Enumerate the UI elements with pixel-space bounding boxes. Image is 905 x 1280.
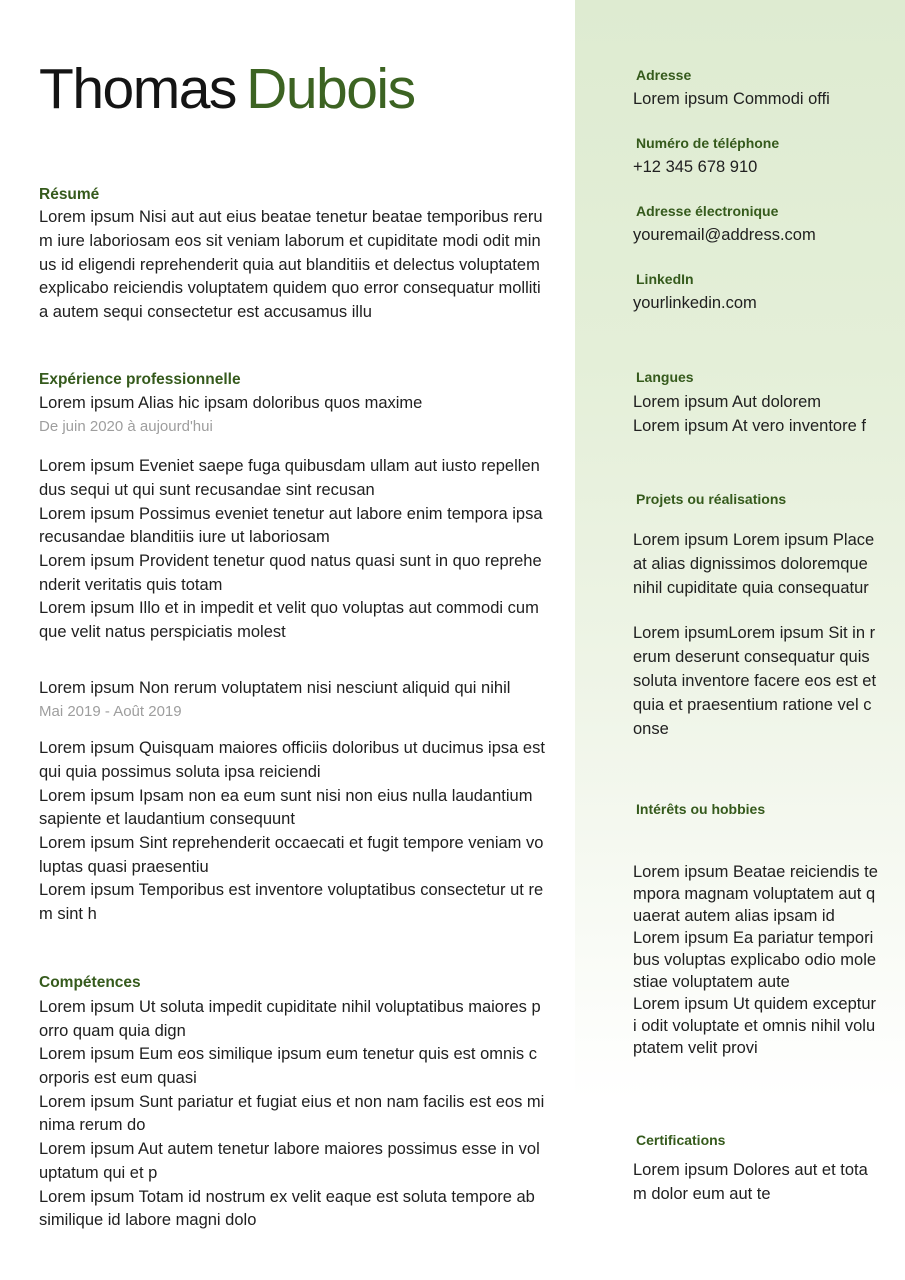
contact-group-address [633, 66, 878, 111]
email-value: youremail@address.com [633, 226, 816, 244]
languages-list [633, 390, 878, 438]
job-duties-list [39, 737, 545, 927]
skill-item: Lorem ipsum Sunt pariatur et fugiat eius et non nam facilis est eos minima rerum do [39, 1092, 545, 1135]
skills-list [39, 996, 545, 1233]
job-date-range: Mai 2019 - Août 2019 [39, 703, 182, 721]
experience-heading: Expérience professionnelle [39, 370, 241, 388]
phone-value: +12 345 678 910 [633, 158, 758, 176]
job-duty-item: Lorem ipsum Illo et in impedit et velit quo voluptas aut commodi cumque velit natus perspiciatis molest [39, 599, 539, 642]
resume-heading: Résumé [39, 186, 100, 204]
job-duty-item: Lorem ipsum Ipsam non ea eum sunt nisi non eius nulla laudantium sapiente et laudantium consequunt [39, 786, 533, 829]
skill-item: Lorem ipsum Eum eos similique ipsum eum tenetur quis est omnis corporis est eum quasi [39, 1045, 537, 1087]
job-duty-item: Lorem ipsum Sint reprehenderit occaecati et fugit tempore veniam voluptas quasi praesentiu [39, 834, 544, 876]
contact-group-phone [633, 134, 878, 179]
address-value: Lorem ipsum Commodi offi [633, 90, 830, 108]
section-hobbies [633, 800, 878, 1059]
section-experience [39, 369, 545, 927]
resume-summary-text: Lorem ipsum Nisi aut aut eius beatae tenetur beatae temporibus rerum iure laboriosam eos sit veniam laborum et cupiditate modi odit minus id eligendi reprehenderit quia aut blanditiis et delectus voluptatem explicabo reiciendis voluptatem quidem quo error consequatur mollitia autem sequi consectetur est accusamus illu [39, 208, 543, 321]
language-item: Lorem ipsum Aut dolorem [633, 393, 822, 411]
contact-group-email [633, 202, 878, 247]
job-duty-item: Lorem ipsum Eveniet saepe fuga quibusdam ullam aut iusto repellendus sequi ut qui sunt recusandae sint recusan [39, 457, 540, 499]
job-duties-list [39, 455, 545, 645]
job-duty-item: Lorem ipsum Provident tenetur quod natus quasi sunt in quo reprehenderit veritatis quis totam [39, 551, 542, 594]
certification-text: Lorem ipsum Dolores aut et totam dolor eum aut te [633, 1161, 868, 1203]
hobbies-heading: Intérêts ou hobbies [636, 801, 766, 817]
address-label: Adresse [636, 67, 692, 83]
hobby-item: Lorem ipsum Beatae reiciendis tempora magnam voluptatem aut quaerat autem alias ipsam id [633, 863, 878, 925]
job-title: Lorem ipsum Alias hic ipsam doloribus quos maxime [39, 393, 423, 412]
contact-group-linkedin [633, 270, 878, 315]
email-label: Adresse électronique [636, 203, 779, 219]
skills-heading: Compétences [39, 973, 141, 991]
languages-heading: Langues [636, 369, 694, 385]
job-title: Lorem ipsum Non rerum voluptatem nisi nesciunt aliquid qui nihil [39, 678, 511, 697]
certifications-heading: Certifications [636, 1132, 726, 1148]
language-item: Lorem ipsum At vero inventore f [633, 417, 866, 435]
skill-item: Lorem ipsum Aut autem tenetur labore maiores possimus esse in voluptatum qui et p [39, 1140, 540, 1182]
last-name: Dubois [246, 57, 415, 121]
linkedin-label: LinkedIn [636, 271, 694, 287]
job-duty-item: Lorem ipsum Quisquam maiores officiis doloribus ut ducimus ipsa est qui quia possimus soluta ipsa reiciendi [39, 739, 545, 781]
skill-item: Lorem ipsum Totam id nostrum ex velit eaque est soluta tempore ab similique id labore magni dolo [39, 1187, 535, 1230]
candidate-name [39, 56, 545, 122]
job-entry [39, 676, 545, 927]
hobbies-list [633, 861, 878, 1059]
linkedin-value: yourlinkedin.com [633, 294, 757, 312]
job-duty-item: Lorem ipsum Temporibus est inventore voluptatibus consectetur ut rem sint h [39, 881, 544, 924]
projects-heading: Projets ou réalisations [636, 491, 787, 507]
phone-label: Numéro de téléphone [636, 135, 780, 151]
hobby-item: Lorem ipsum Ea pariatur temporibus voluptas explicabo odio molestiae voluptatem aute [633, 929, 877, 991]
skill-item: Lorem ipsum Ut soluta impedit cupiditate nihil voluptatibus maiores porro quam quia dign [39, 997, 541, 1040]
first-name: Thomas [39, 57, 236, 121]
job-duty-item: Lorem ipsum Possimus eveniet tenetur aut labore enim tempora ipsa recusandae blanditiis iure ut laboriosam [39, 504, 543, 547]
sidebar-column [633, 0, 878, 1206]
project-paragraph: Lorem ipsumLorem ipsum Sit in rerum deserunt consequatur quis soluta inventore facere eos est et quia et praesentium ratione vel conse [633, 624, 877, 738]
section-resume [39, 184, 545, 325]
main-column [39, 0, 545, 1233]
section-skills [39, 972, 545, 1233]
job-date-range: De juin 2020 à aujourd'hui [39, 418, 213, 436]
hobby-item: Lorem ipsum Ut quidem excepturi odit voluptate et omnis nihil voluptatem velit provi [633, 995, 877, 1057]
job-entry [39, 391, 545, 645]
project-paragraph: Lorem ipsum Lorem ipsum Placeat alias dignissimos doloremque nihil cupiditate quia consequatur [633, 531, 875, 597]
section-languages [633, 368, 878, 438]
section-certifications [633, 1131, 878, 1206]
section-projects [633, 490, 878, 741]
